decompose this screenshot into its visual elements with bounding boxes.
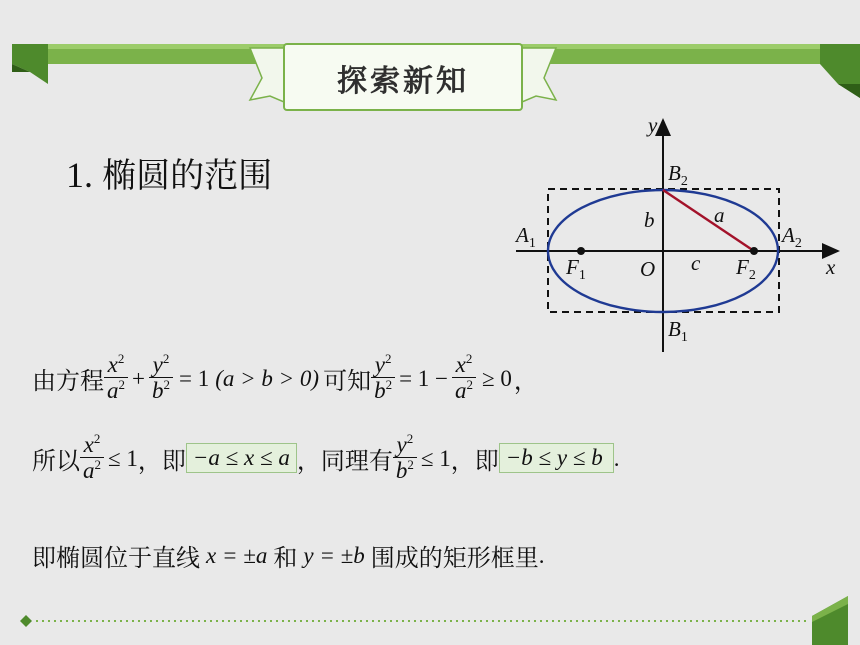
conclusion-line — [32, 538, 544, 573]
equation-line-1 — [32, 352, 538, 405]
line-x-eq: x = ±a — [206, 543, 268, 568]
rhs-start: = 1 − — [399, 365, 449, 391]
ellipse-diagram — [510, 114, 850, 354]
le-one: ≤ 1 — [108, 445, 138, 471]
segment-a — [663, 190, 754, 251]
label-a: a — [714, 203, 725, 227]
label-f1: $F_1$ — [566, 255, 586, 283]
fraction-y2-b2-bound: $\frac{y^2}{b^2}$ — [393, 432, 417, 485]
banner-title: 探索新知 — [337, 64, 469, 99]
x-range-box: −a ≤ x ≤ a — [186, 443, 297, 473]
focus-f2-dot — [750, 247, 758, 255]
fraction-y2-b2-rhs: $\frac{y^2}{b^2}$ — [371, 352, 395, 405]
line2-prefix: 所以 — [32, 446, 80, 475]
ribbon-right-shadow — [838, 84, 860, 98]
line2-sep2: ，同理有 — [296, 446, 393, 475]
line2-end: . — [613, 445, 620, 471]
origin-label: O — [640, 257, 656, 281]
line3-prefix: 即椭圆位于直线 — [32, 544, 200, 572]
line1-suffix: ， — [513, 366, 538, 395]
banner-right-tail — [522, 48, 556, 102]
section-number: 1. — [66, 155, 93, 195]
label-f2: $F_2$ — [736, 255, 756, 283]
line1-prefix: 由方程 — [32, 366, 104, 395]
label-a2: $A_2$ — [782, 223, 802, 251]
footer-diamond — [20, 615, 32, 627]
rhs-end: ≥ 0 — [482, 365, 512, 391]
section-heading — [66, 148, 272, 197]
axis-label-y: y — [648, 114, 658, 137]
line3-and: 和 — [273, 544, 298, 572]
label-b1: $B_1$ — [668, 317, 688, 345]
le-one-2: ≤ 1 — [420, 445, 451, 471]
fraction-x2-a2-bound: $\frac{x^2}{a^2}$ — [80, 432, 104, 485]
fraction-y2-b2: $\frac{y^2}{b^2}$ — [149, 352, 173, 405]
banner-left-tail — [250, 48, 284, 102]
label-a1: $A_1$ — [516, 223, 536, 251]
line2-sep3: ，即 — [450, 446, 499, 475]
footer-decoration — [0, 590, 860, 645]
equation-line-2 — [32, 432, 619, 485]
ribbon-left-fold — [12, 44, 48, 84]
equals-one: = 1 — [178, 365, 210, 391]
section-title: 椭圆的范围 — [102, 156, 273, 196]
label-c: c — [691, 251, 701, 275]
label-b2: $B_2$ — [668, 161, 688, 189]
label-b: b — [644, 208, 655, 232]
axis-label-x: x — [826, 255, 836, 279]
line2-sep1: ，即 — [137, 446, 186, 475]
line-y-eq: y = ±b — [303, 543, 365, 568]
y-range-box: −b ≤ y ≤ b — [499, 443, 614, 473]
line3-end: . — [538, 543, 545, 568]
line3-suffix: 围成的矩形框里 — [370, 544, 539, 572]
focus-f1-dot — [577, 247, 585, 255]
fraction-x2-a2: $\frac{x^2}{a^2}$ — [104, 352, 128, 405]
line1-mid: 可知 — [323, 366, 372, 395]
condition: (a > b > 0) — [215, 365, 320, 391]
fraction-x2-a2-rhs: $\frac{x^2}{a^2}$ — [452, 352, 476, 405]
plus-sign: + — [132, 365, 145, 391]
